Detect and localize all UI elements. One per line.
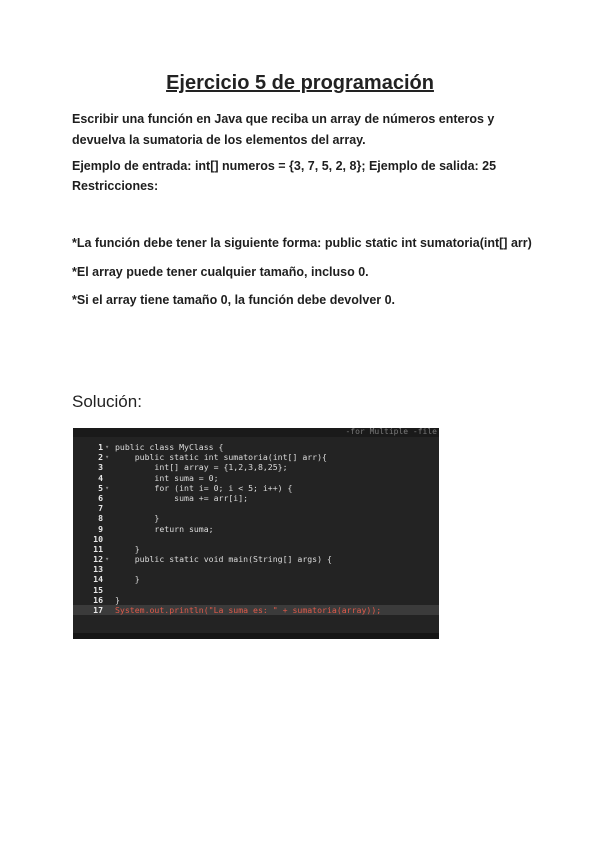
code-line <box>73 524 439 534</box>
line-number: 16 <box>93 594 103 605</box>
code-line <box>73 483 439 493</box>
code-body <box>73 442 439 615</box>
code-text: } <box>115 543 140 554</box>
code-text: for (int i= 0; i < 5; i++) { <box>115 482 293 493</box>
code-text: System.out.println("La suma es: " + sumatoria(array)); <box>115 605 382 615</box>
restriction-empty: *Si el array tiene tamaño 0, la función debe devolver 0. <box>72 293 396 307</box>
code-line <box>73 554 439 564</box>
restriction-size: *El array puede tener cualquier tamaño, incluso 0. <box>72 265 369 279</box>
line-number: 4 <box>98 472 103 483</box>
code-text: public static int sumatoria(int[] arr){ <box>115 452 327 463</box>
line-number: 12 <box>93 554 103 565</box>
fold-marker-icon[interactable]: ▾ <box>105 555 110 564</box>
line-number: 14 <box>93 574 103 585</box>
restriction-signature: *La función debe tener la siguiente forma: public static int sumatoria(int[] arr) <box>72 236 532 250</box>
document-title: Ejercicio 5 de programación <box>166 72 434 94</box>
code-line <box>73 452 439 462</box>
code-bottom-bar <box>73 633 439 639</box>
code-text: } <box>115 513 160 524</box>
code-line <box>73 544 439 554</box>
code-line <box>73 605 439 615</box>
code-top-text: -for Multiple -file <box>345 428 437 436</box>
code-text: suma += arr[i]; <box>115 492 249 503</box>
code-text: int suma = 0; <box>115 472 219 483</box>
fold-marker-icon[interactable]: ▾ <box>105 443 110 451</box>
code-line <box>73 513 439 523</box>
restrictions-heading: Restricciones: <box>72 179 159 193</box>
line-number: 15 <box>93 584 103 595</box>
code-line <box>73 503 439 513</box>
line-number: 11 <box>93 543 103 554</box>
code-text: return suma; <box>115 523 214 534</box>
code-line <box>73 595 439 605</box>
solution-label: Solución: <box>72 392 142 411</box>
line-number: 13 <box>93 564 103 575</box>
code-text: } <box>115 574 140 585</box>
code-line <box>73 534 439 544</box>
code-line <box>73 462 439 472</box>
code-top-bar <box>73 428 439 437</box>
line-number: 8 <box>98 513 103 524</box>
fold-marker-icon[interactable]: ▾ <box>105 483 110 492</box>
line-number: 7 <box>98 503 103 514</box>
code-line <box>73 493 439 503</box>
code-text: } <box>115 594 120 605</box>
code-line <box>73 585 439 595</box>
line-number: 1 <box>98 442 103 452</box>
code-line <box>73 574 439 584</box>
code-text: int[] array = {1,2,3,8,25}; <box>115 462 288 473</box>
exercise-description: Escribir una función en Java que reciba un array de números enteros y devuelva la sumatoria de los elementos del array. <box>72 112 495 147</box>
code-line <box>73 442 439 452</box>
line-number: 2 <box>98 452 103 463</box>
code-line <box>73 564 439 574</box>
code-text: public static void main(String[] args) { <box>115 554 332 565</box>
code-line <box>73 473 439 483</box>
code-screenshot <box>73 428 439 639</box>
example-io: Ejemplo de entrada: int[] numeros = {3, 7, 5, 2, 8}; Ejemplo de salida: 25 <box>72 159 497 173</box>
fold-marker-icon[interactable]: ▾ <box>105 453 110 462</box>
line-number: 6 <box>98 492 103 503</box>
line-number: 3 <box>98 462 103 473</box>
line-number: 17 <box>93 605 103 615</box>
line-number: 10 <box>93 533 103 544</box>
line-number: 5 <box>98 482 103 493</box>
line-number: 9 <box>98 523 103 534</box>
code-text: public class MyClass { <box>115 442 224 452</box>
